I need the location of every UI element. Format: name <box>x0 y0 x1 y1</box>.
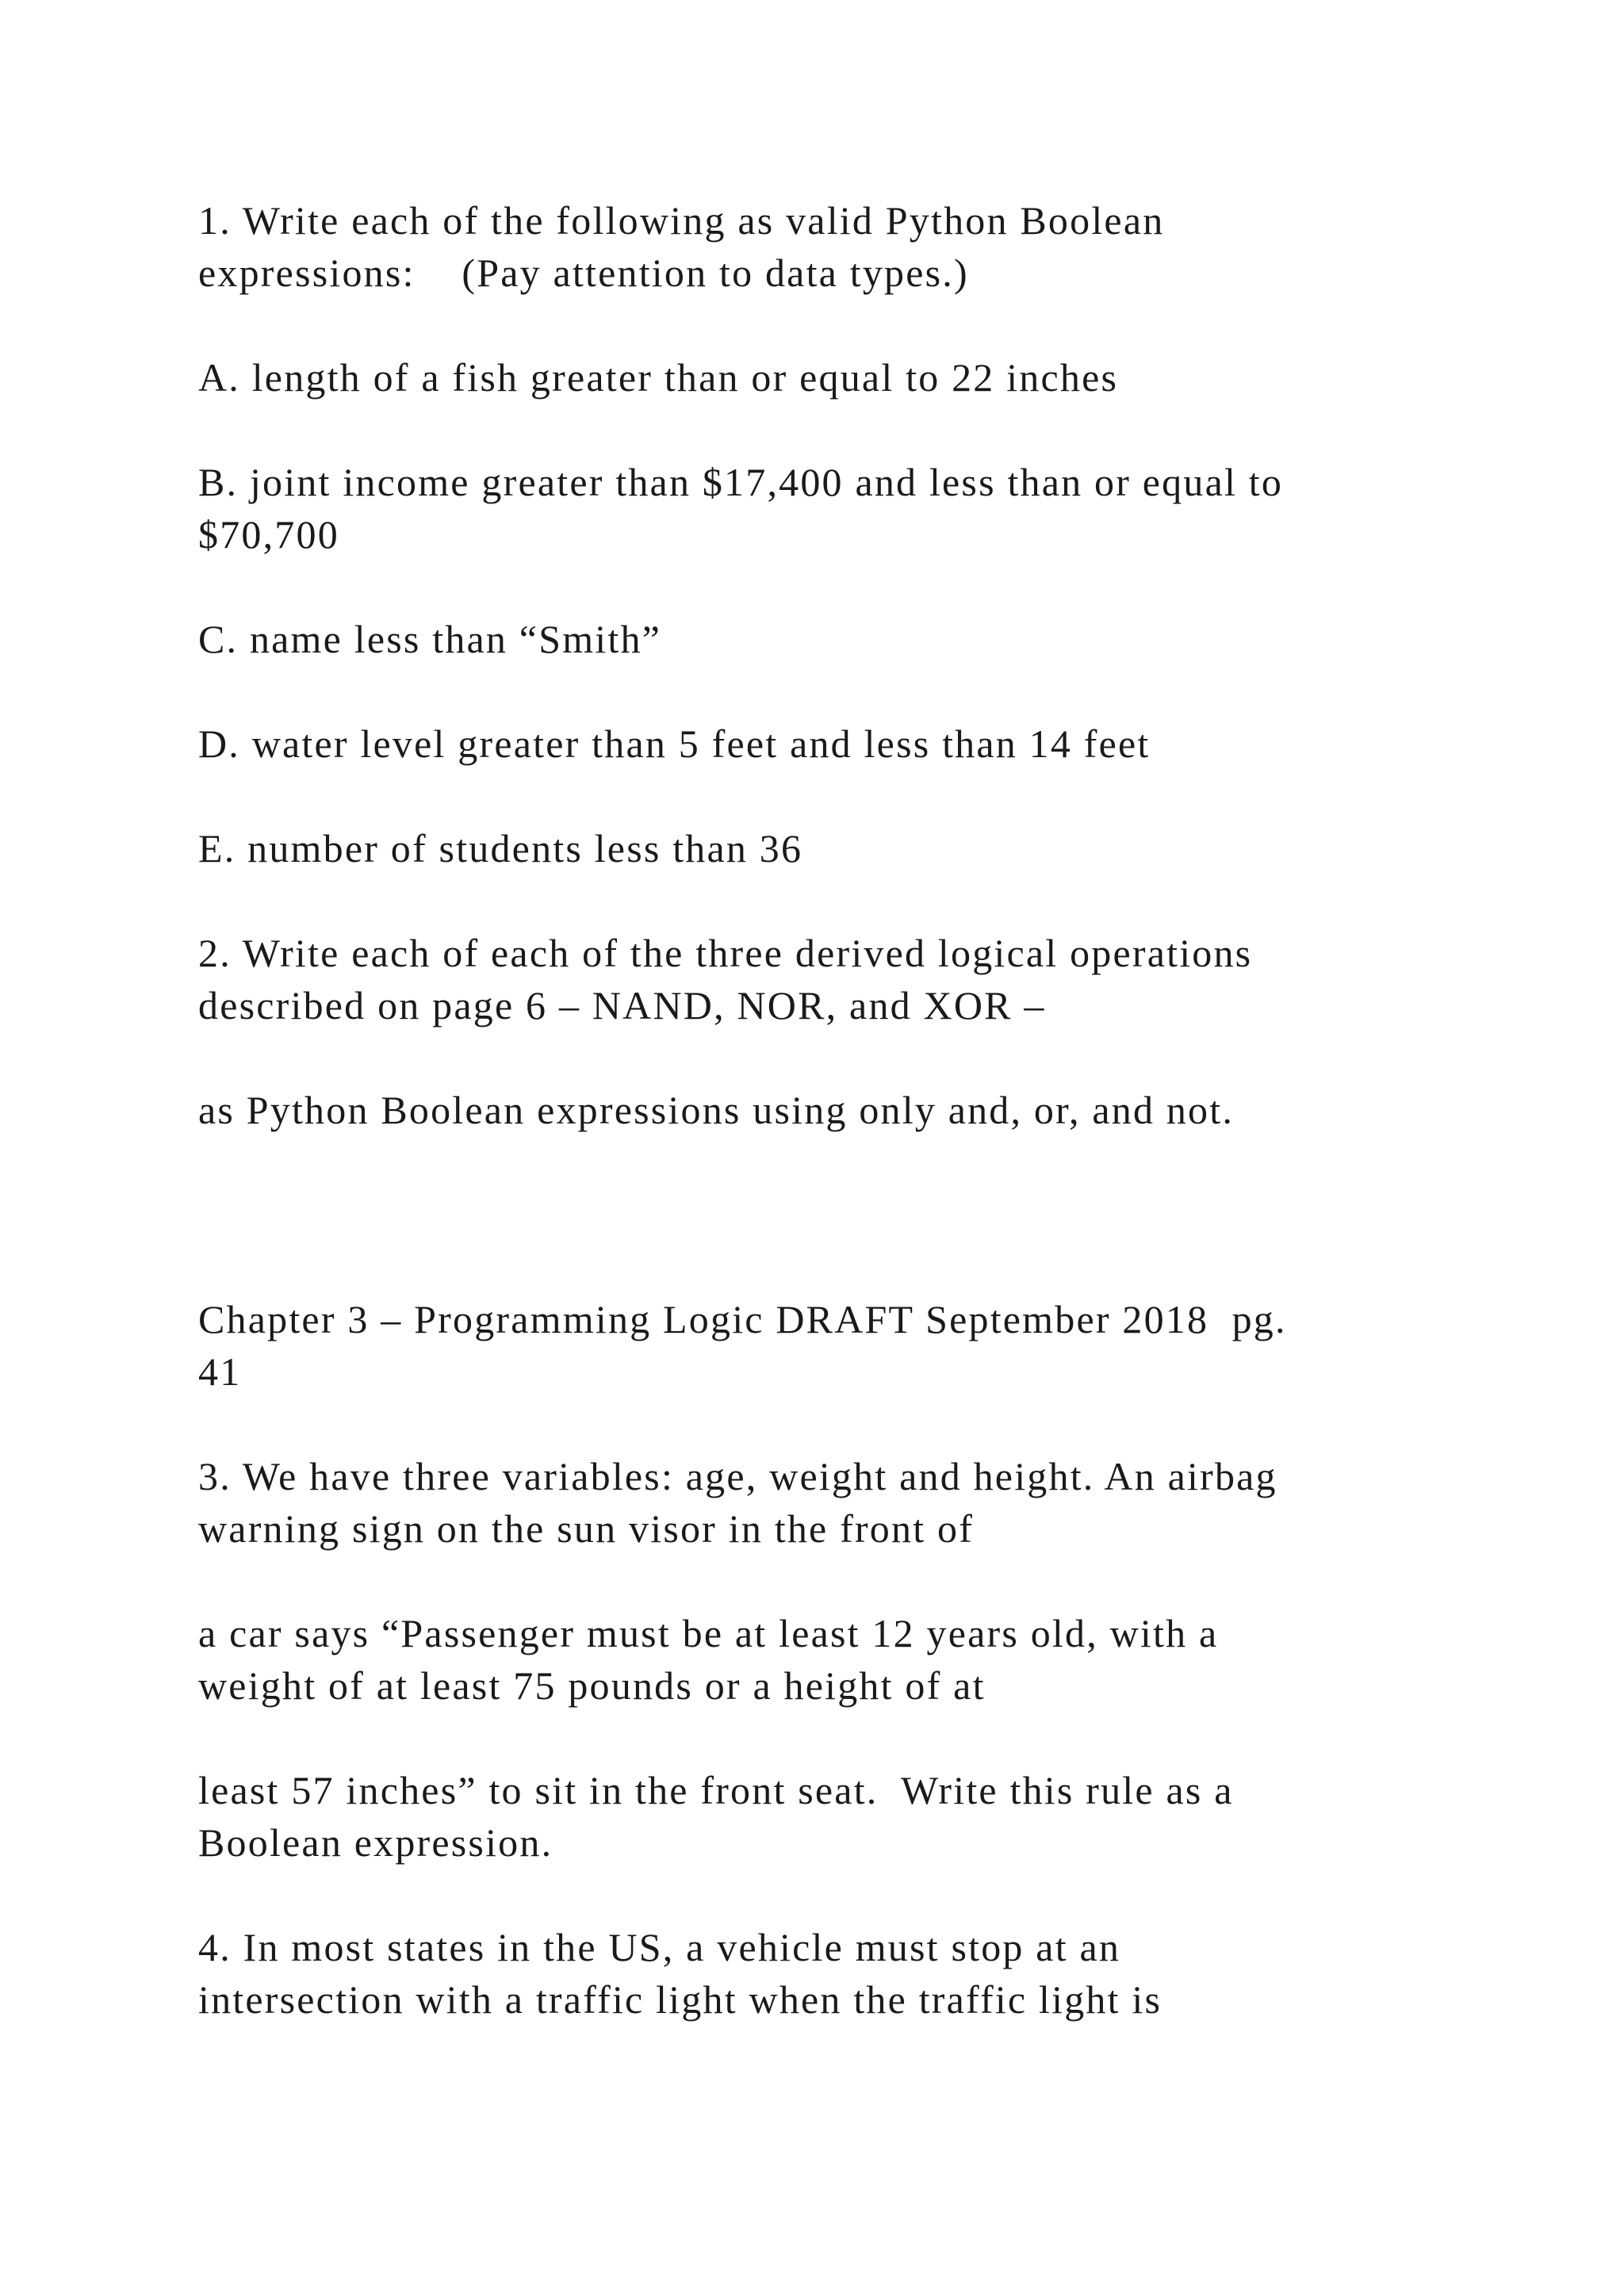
question-1-item-e <box>198 822 1435 874</box>
text-line: 2. Write each of each of the three derived logical operations <box>198 931 1253 975</box>
question-1-item-c <box>198 613 1435 665</box>
text-line: intersection with a traffic light when the traffic light is <box>198 1977 1162 2022</box>
text-line: D. water level greater than 5 feet and less than 14 feet <box>198 721 1151 766</box>
question-2-continuation <box>198 1084 1435 1136</box>
text-line: 3. We have three variables: age, weight and height. An airbag <box>198 1454 1277 1498</box>
question-4-intro <box>198 1921 1435 2026</box>
text-line: as Python Boolean expressions using only and, or, and not. <box>198 1088 1235 1132</box>
text-line: described on page 6 – NAND, NOR, and XOR – <box>198 983 1046 1027</box>
question-1-item-b <box>198 456 1435 561</box>
text-line: a car says “Passenger must be at least 12 years old, with a <box>198 1611 1219 1655</box>
text-line: E. number of students less than 36 <box>198 826 803 871</box>
question-1-intro <box>198 194 1435 299</box>
text-line: C. name less than “Smith” <box>198 617 662 661</box>
text-line: B. joint income greater than $17,400 and less than or equal to <box>198 460 1284 504</box>
text-line: $70,700 <box>198 512 339 557</box>
text-line: Chapter 3 – Programming Logic DRAFT September 2018 pg. <box>198 1297 1287 1341</box>
text-line: 41 <box>198 1349 242 1394</box>
text-line: 1. Write each of the following as valid Python Boolean <box>198 198 1165 243</box>
text-line: warning sign on the sun visor in the front of <box>198 1506 975 1551</box>
text-line: weight of at least 75 pounds or a height of at <box>198 1663 986 1708</box>
page-footer-chapter <box>198 1293 1435 1398</box>
question-2-intro <box>198 927 1435 1031</box>
text-line: expressions: (Pay attention to data types.) <box>198 251 969 295</box>
text-line: Boolean expression. <box>198 1820 553 1865</box>
text-line: least 57 inches” to sit in the front seat. Write this rule as a <box>198 1768 1234 1812</box>
question-3-continuation-2 <box>198 1764 1435 1869</box>
text-line: 4. In most states in the US, a vehicle must stop at an <box>198 1925 1121 1969</box>
question-1-item-d <box>198 718 1435 770</box>
text-line: A. length of a fish greater than or equal to 22 inches <box>198 355 1119 400</box>
question-3-continuation-1 <box>198 1607 1435 1712</box>
question-3-intro <box>198 1450 1435 1555</box>
question-1-item-a <box>198 351 1435 404</box>
document-body <box>198 194 1435 2078</box>
